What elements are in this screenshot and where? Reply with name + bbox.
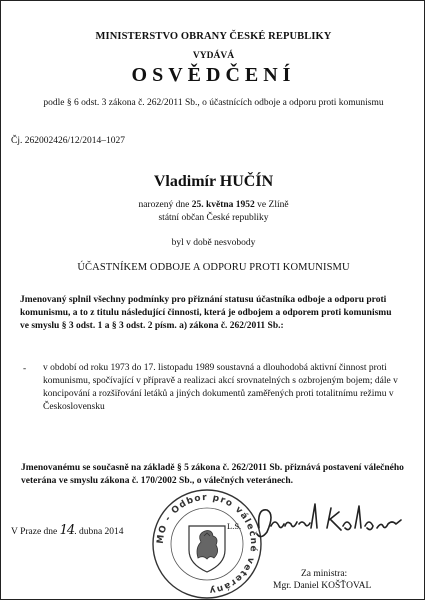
birth-prefix: narozený dne xyxy=(138,200,190,210)
handwritten-day: 14 xyxy=(59,523,75,538)
bullet-dash: - xyxy=(23,364,27,374)
seal-text: MO - Odbor pro válečné veterány xyxy=(155,492,259,596)
legal-basis: podle § 6 odst. 3 zákona č. 262/2011 Sb., o účastnících odboje a odporu proti komunismu xyxy=(43,98,384,108)
ministry-heading: MINISTERSTVO OBRANY ČESKÉ REPUBLIKY xyxy=(95,31,332,42)
citizenship: státní občan České republiky xyxy=(158,213,269,223)
handwritten-signature xyxy=(249,498,409,548)
veteran-paragraph: Jmenovanému se současně na základě § 5 zákona č. 262/2011 Sb. přiznává postavení válečného veterána ve smyslu zákona č. 170/2002 Sb., o válečných veteránech. xyxy=(21,463,404,486)
activity-paragraph: v období od roku 1973 do 17. listopadu 1989 soustavná a dlouhodobá aktivní činnost proti komunismu, spočívající v přípravě a realizaci akcí srovnatelných s ozbrojeným bojem; dále v koncipování a rozšiřování letáků a jiných dokumentů zaměřených proti totalitnímu režimu v Československu xyxy=(43,363,398,412)
status-heading: ÚČASTNÍKEM ODBOJE A ODPORU PROTI KOMUNISMU xyxy=(77,262,350,273)
birth-line xyxy=(1,200,425,210)
birth-place: ve Zlíně xyxy=(257,200,289,210)
justification-paragraph: Jmenovaný splnil všechny podmínky pro přiznání statusu účastníka odboje a odporu proti komunismu, a to z titulu následující činnosti, která je odbojem a odporem proti komunismu ve smyslu § 3 odst. 1 a § 3 odst. 2 písm. a) zákona č. 262/2011 Sb.: xyxy=(20,295,392,331)
birth-date: 25. května 1952 xyxy=(191,200,255,210)
date-line xyxy=(11,523,124,538)
official-seal xyxy=(151,488,263,600)
signer-name: Mgr. Daniel KOŠŤOVAL xyxy=(273,581,372,591)
date-suffix: . dubna 2014 xyxy=(74,527,124,537)
place-prefix: V Praze dne xyxy=(11,527,58,537)
signer-role: Za ministra: xyxy=(301,569,348,579)
issues-label: VYDÁVÁ xyxy=(192,51,235,61)
person-name: Vladimír HUČÍN xyxy=(153,173,274,190)
seal-label: L.S. xyxy=(227,521,242,531)
certificate-title: OSVĚDČENÍ xyxy=(131,64,296,86)
reference-number: Čj. 262002426/12/2014–1027 xyxy=(11,136,126,146)
period-line: byl v době nesvobody xyxy=(171,238,256,248)
lion-emblem-icon xyxy=(189,526,225,572)
